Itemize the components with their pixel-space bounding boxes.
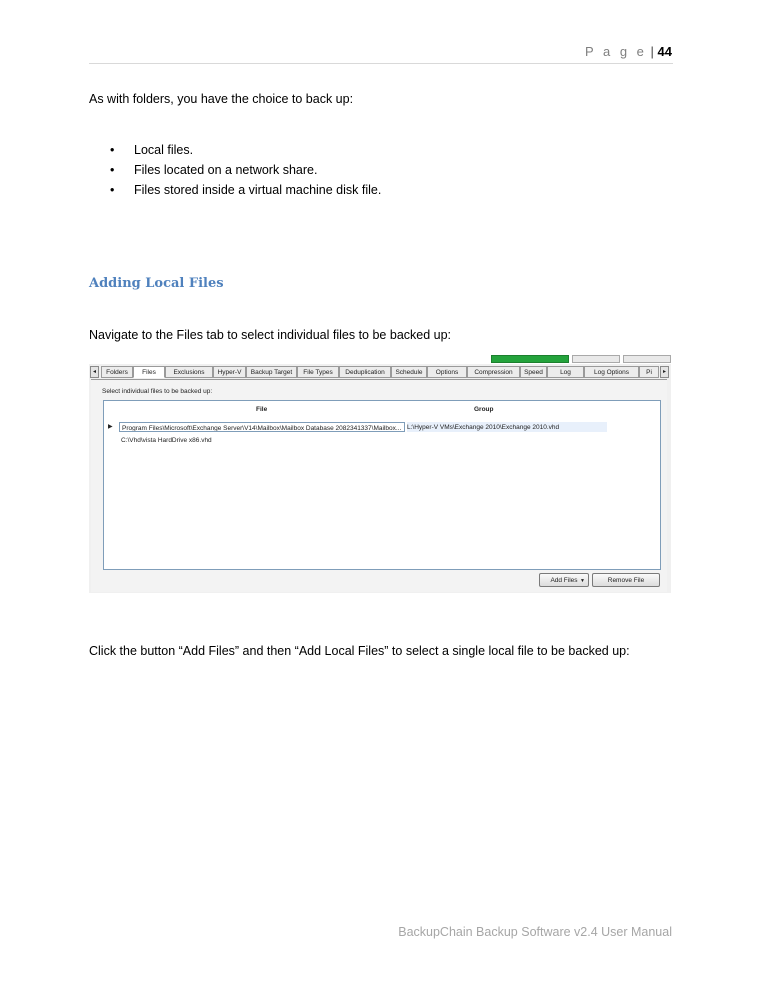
toolbar-button[interactable]	[623, 355, 671, 363]
file-cell[interactable]: C:\Vhd\vista HardDrive x86.vhd	[119, 435, 405, 445]
navigate-paragraph: Navigate to the Files tab to select individual files to be backed up:	[89, 328, 452, 342]
scroll-left-icon[interactable]: ◂	[90, 366, 99, 378]
list-item: • Local files.	[110, 143, 194, 157]
column-header-group[interactable]: Group	[474, 406, 494, 413]
file-cell[interactable]: Program Files\Microsoft\Exchange Server\V14\Mailbox\Mailbox Database 2082341337\Mailbox...	[119, 422, 405, 432]
column-header-file[interactable]: File	[256, 406, 268, 413]
add-files-button[interactable]: Add Files ▼	[539, 573, 589, 587]
tab-deduplication[interactable]: Deduplication	[339, 366, 391, 378]
tab-hyper-v[interactable]: Hyper-V	[213, 366, 246, 378]
bullet-icon: •	[110, 143, 115, 157]
toolbar-button[interactable]	[572, 355, 620, 363]
files-panel	[91, 379, 667, 592]
page-header	[585, 44, 672, 59]
files-grid	[103, 400, 661, 570]
tab-files[interactable]: Files	[133, 366, 165, 378]
scroll-right-icon[interactable]: ▸	[660, 366, 669, 378]
tab-strip	[89, 366, 671, 379]
dropdown-arrow-icon: ▼	[580, 578, 585, 584]
tab-file-types[interactable]: File Types	[297, 366, 339, 378]
table-row[interactable]	[104, 422, 660, 433]
intro-paragraph: As with folders, you have the choice to back up:	[89, 92, 354, 106]
files-tab-screenshot	[89, 355, 671, 593]
tab-folders[interactable]: Folders	[101, 366, 133, 378]
tab-partial[interactable]: Pi	[639, 366, 659, 378]
tab-speed[interactable]: Speed	[520, 366, 547, 378]
group-cell[interactable]: L:\Hyper-V VMs\Exchange 2010\Exchange 2010.vhd	[407, 422, 607, 432]
bullet-icon: •	[110, 183, 115, 197]
run-button[interactable]	[491, 355, 569, 363]
section-heading: Adding Local Files	[89, 276, 224, 291]
table-row[interactable]	[104, 435, 660, 446]
select-files-label: Select individual files to be backed up:	[102, 388, 213, 395]
list-item: • Files located on a network share.	[110, 163, 318, 177]
click-instruction-paragraph: Click the button “Add Files” and then “Add Local Files” to select a single local file to be backed up:	[89, 644, 630, 658]
tab-log-options[interactable]: Log Options	[584, 366, 639, 378]
header-rule	[89, 63, 673, 64]
bullet-icon: •	[110, 163, 115, 177]
toolbar-strip	[89, 355, 671, 364]
tab-options[interactable]: Options	[427, 366, 467, 378]
tab-exclusions[interactable]: Exclusions	[165, 366, 213, 378]
group-cell[interactable]	[407, 435, 607, 445]
list-item: • Files stored inside a virtual machine disk file.	[110, 183, 382, 197]
footer: BackupChain Backup Software v2.4 User Manual	[398, 925, 672, 939]
tab-schedule[interactable]: Schedule	[391, 366, 427, 378]
row-selector-icon: ▶	[108, 424, 113, 430]
tab-backup-target[interactable]: Backup Target	[246, 366, 297, 378]
bullet-list	[110, 142, 381, 202]
page-number: 44	[657, 44, 672, 59]
tab-log[interactable]: Log	[547, 366, 584, 378]
page-word: P a g e	[584, 44, 647, 59]
tab-compression[interactable]: Compression	[467, 366, 520, 378]
page-separator: |	[646, 44, 658, 59]
remove-file-button[interactable]: Remove File	[592, 573, 660, 587]
